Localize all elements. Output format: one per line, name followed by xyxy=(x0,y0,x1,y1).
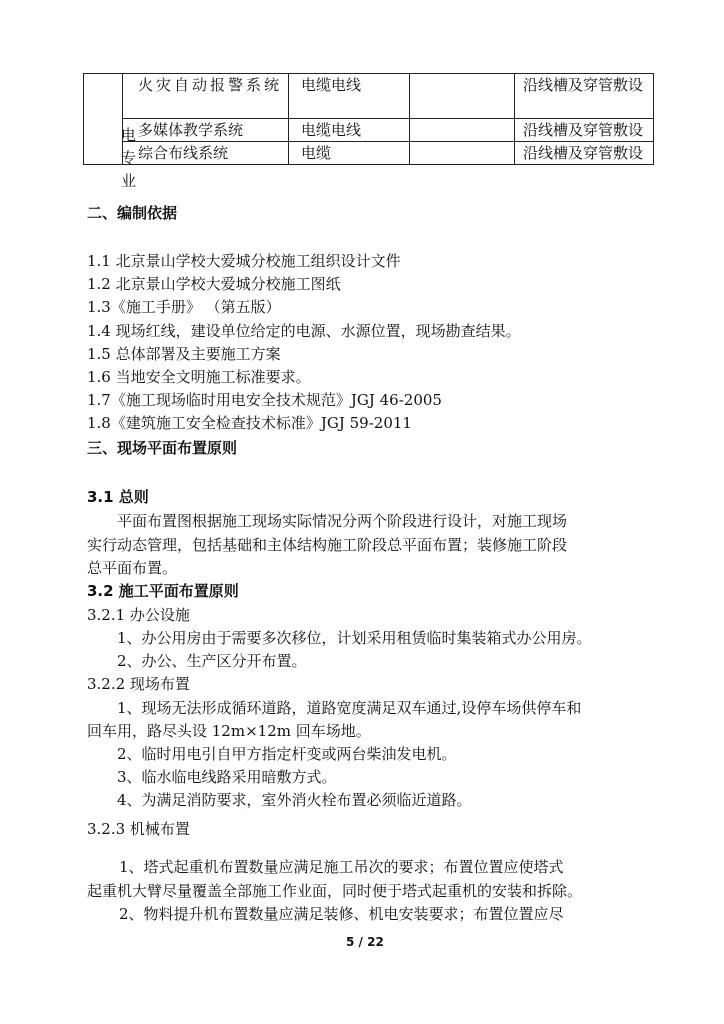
table-row xyxy=(84,142,654,165)
spec-cell xyxy=(410,142,515,165)
list-item: 1.7《施工现场临时用电安全技术规范》JGJ 46-2005 xyxy=(87,391,442,409)
paragraph-line: 回车用，路尽头设 12m×12m 回车场地。 xyxy=(87,722,371,740)
paragraph-line: 2、临时用电引自甲方指定杆变或两台柴油发电机。 xyxy=(117,745,457,763)
paragraph-line: 1、塔式起重机布置数量应满足施工吊次的要求；布置位置应使塔式 xyxy=(119,858,564,876)
list-item: 2、办公、生产区分开布置。 xyxy=(117,652,307,670)
subsubsection-heading: 3.2.2 现场布置 xyxy=(87,675,190,693)
subsubsection-heading: 3.2.3 机械布置 xyxy=(87,820,190,838)
paragraph-line: 平面布置图根据施工现场实际情况分两个阶段进行设计，对施工现场 xyxy=(117,512,568,530)
paragraph-line: 4、为满足消防要求，室外消火栓布置必须临近道路。 xyxy=(117,791,472,809)
list-item: 1.6 当地安全文明施工标准要求。 xyxy=(87,368,311,386)
method-cell: 沿线槽及穿管敷设 xyxy=(515,142,654,165)
subsection-heading: 3.2 施工平面布置原则 xyxy=(87,582,239,600)
subsubsection-heading: 3.2.1 办公设施 xyxy=(87,606,190,624)
list-item: 1.8《建筑施工安全检查技术标准》JGJ 59-2011 xyxy=(87,414,412,432)
list-item: 1.1 北京景山学校大爱城分校施工组织设计文件 xyxy=(87,252,401,270)
paragraph-line: 2、物料提升机布置数量应满足装修、机电安装要求；布置位置应尽 xyxy=(119,905,564,923)
paragraph-line: 起重机大臂尽量覆盖全部施工作业面，同时便于塔式起重机的安装和拆除。 xyxy=(87,882,583,900)
list-item: 1.5 总体部署及主要施工方案 xyxy=(87,345,281,363)
list-item: 1.3《施工手册》 （第五版） xyxy=(87,298,281,316)
paragraph-line: 1、现场无法形成循环道路，道路宽度满足双车通过,设停车场供停车和 xyxy=(117,699,582,717)
table-row xyxy=(84,119,654,142)
cable-cell: 电缆电线 xyxy=(289,119,410,142)
section-heading: 二、编制依据 xyxy=(87,204,178,222)
paragraph-line: 3、临水临电线路采用暗敷方式。 xyxy=(117,768,337,786)
system-name-cell: 综合布线系统 xyxy=(123,142,289,165)
cable-cell: 电缆电线 xyxy=(289,74,410,119)
cable-cell: 电缆 xyxy=(289,142,410,165)
group-label: 电专业 xyxy=(121,126,137,190)
method-cell: 沿线槽及穿管敷设 xyxy=(515,74,654,119)
group-cell xyxy=(84,74,123,165)
page-number: 5 / 22 xyxy=(346,935,384,949)
section-heading: 三、现场平面布置原则 xyxy=(87,439,238,457)
list-item: 1、办公用房由于需要多次移位，计划采用租赁临时集装箱式办公用房。 xyxy=(117,629,592,647)
system-name-cell: 火灾自动报警系统 xyxy=(123,74,289,119)
subsection-heading: 3.1 总则 xyxy=(87,488,149,506)
spec-cell xyxy=(410,74,515,119)
cable-spec-table xyxy=(83,73,654,165)
paragraph-line: 实行动态管理，包括基础和主体结构施工阶段总平面布置；装修施工阶段 xyxy=(87,536,568,554)
list-item: 1.4 现场红线，建设单位给定的电源、水源位置，现场勘查结果。 xyxy=(87,322,521,340)
list-item: 1.2 北京景山学校大爱城分校施工图纸 xyxy=(87,275,341,293)
table-row xyxy=(84,74,654,119)
system-name-cell: 多媒体教学系统 xyxy=(123,119,289,142)
method-cell: 沿线槽及穿管敷设 xyxy=(515,119,654,142)
spec-cell xyxy=(410,119,515,142)
paragraph-line: 总平面布置。 xyxy=(87,559,178,577)
